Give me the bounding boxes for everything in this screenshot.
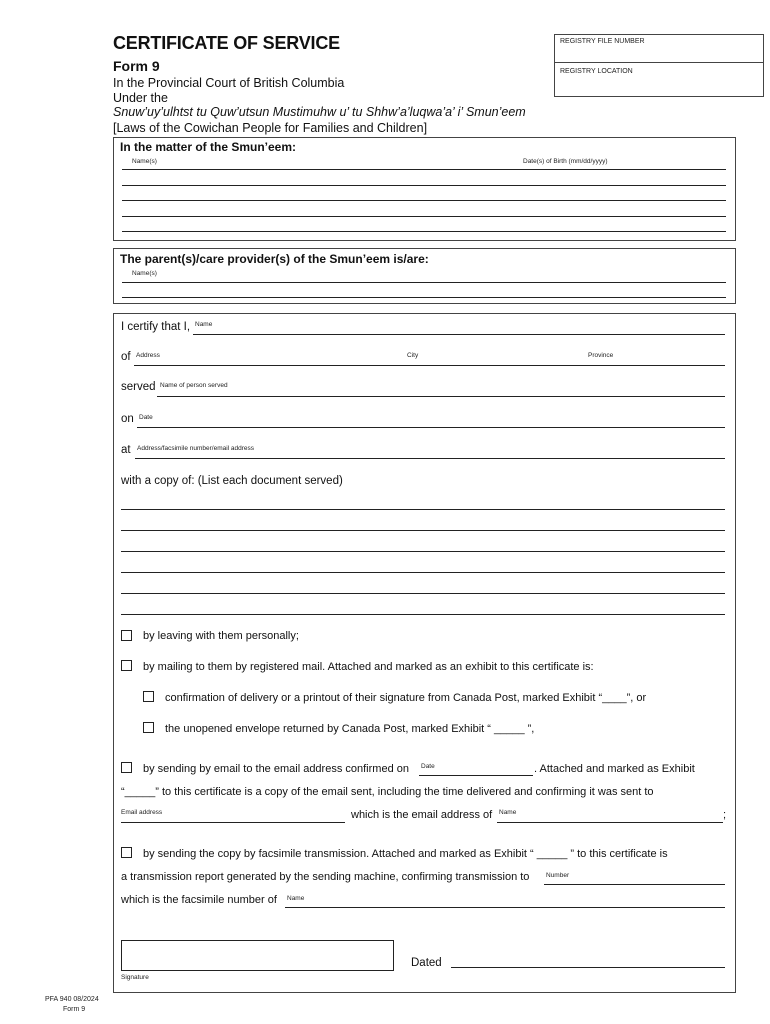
email-checkbox[interactable]: [121, 762, 132, 773]
certificate-section: [113, 313, 736, 993]
smuneem-line-3[interactable]: [122, 200, 726, 201]
act-translation: [Laws of the Cowichan People for Families and Children]: [113, 121, 428, 135]
of-label: of: [121, 351, 131, 363]
email-option-continued: “_____” to this certificate is a copy of the email sent, including the time delivered and confirming it was sent to: [121, 786, 654, 798]
fax-checkbox[interactable]: [121, 847, 132, 858]
mail-confirmation-checkbox[interactable]: [143, 691, 154, 702]
fax-name-field[interactable]: [285, 907, 725, 908]
parents-line-1[interactable]: [122, 282, 726, 283]
act-name: Snuw’uy’ulhtst tu Quw’utsun Mustimuhw u’ tu Shhw’a’luqwa’a’ i’ Smun’eem: [113, 105, 526, 119]
city-hint: City: [407, 352, 419, 359]
mail-envelope-checkbox[interactable]: [143, 722, 154, 733]
form-title: CERTIFICATE OF SERVICE: [113, 33, 340, 53]
certify-name-field[interactable]: [193, 334, 725, 335]
at-field[interactable]: [135, 458, 725, 459]
copy-of-label: with a copy of: (List each document served): [121, 475, 343, 487]
signature-label: Signature: [121, 974, 149, 981]
served-label: served: [121, 381, 156, 393]
smuneem-dob-label: Date(s) of Birth (mm/dd/yyyy): [523, 158, 608, 165]
document-line-2[interactable]: [121, 530, 725, 531]
email-address-field[interactable]: [121, 822, 345, 823]
address-hint: Address: [136, 352, 160, 359]
email-address-hint: Email address: [121, 809, 163, 816]
email-name-field[interactable]: [497, 822, 723, 823]
province-hint: Province: [588, 352, 614, 359]
smuneem-heading: In the matter of the Smun’eem:: [120, 140, 297, 154]
dated-field[interactable]: [451, 967, 725, 968]
parents-section: [113, 248, 736, 304]
parents-names-label: Name(s): [132, 270, 157, 277]
smuneem-line-2[interactable]: [122, 185, 726, 186]
on-date-field[interactable]: [137, 427, 725, 428]
email-name-hint: Name: [499, 809, 517, 816]
footer-form-number: Form 9: [63, 1006, 86, 1013]
smuneem-line-5[interactable]: [122, 231, 726, 232]
fax-which-label: which is the facsimile number of: [121, 894, 277, 906]
email-date-field[interactable]: [419, 775, 533, 776]
registry-divider: [555, 62, 763, 63]
personal-option-label: by leaving with them personally;: [143, 630, 299, 642]
mail-envelope-label: the unopened envelope returned by Canada Post, marked Exhibit “ _____ ”,: [165, 723, 535, 735]
footer-form-code: PFA 940 08/2024: [45, 996, 99, 1003]
fax-name-hint: Name: [287, 895, 305, 902]
registry-file-number-label: REGISTRY FILE NUMBER: [560, 38, 645, 45]
email-which-label: which is the email address of: [351, 809, 493, 821]
address-field[interactable]: [134, 365, 725, 366]
fax-option-label: by sending the copy by facsimile transmission. Attached and marked as Exhibit “ _____ ” to this certificate is: [143, 848, 668, 860]
email-option-exhibit: . Attached and marked as Exhibit: [534, 763, 695, 775]
parents-line-2[interactable]: [122, 297, 726, 298]
certify-name-hint: Name: [195, 321, 213, 328]
smuneem-names-label: Name(s): [132, 158, 157, 165]
email-date-hint: Date: [421, 763, 435, 770]
on-label: on: [121, 413, 134, 425]
served-field[interactable]: [157, 396, 725, 397]
mail-option-label: by mailing to them by registered mail. Attached and marked as an exhibit to this certificate is:: [143, 661, 594, 673]
parents-heading: The parent(s)/care provider(s) of the Smun’eem is/are:: [120, 252, 429, 266]
court-name: In the Provincial Court of British Columbia: [113, 76, 345, 90]
form-number: Form 9: [113, 58, 160, 74]
email-semicolon: ;: [723, 809, 727, 821]
mail-confirmation-label: confirmation of delivery or a printout of their signature from Canada Post, marked Exhibit “____”, or: [165, 692, 647, 704]
smuneem-line-1[interactable]: [122, 169, 726, 170]
at-hint: Address/facsimile number/email address: [137, 445, 255, 452]
document-line-4[interactable]: [121, 572, 725, 573]
certify-label: I certify that I,: [121, 321, 191, 333]
mail-checkbox[interactable]: [121, 660, 132, 671]
smuneem-section: [113, 137, 736, 241]
fax-report-label: a transmission report generated by the sending machine, confirming transmission to: [121, 871, 530, 883]
on-date-hint: Date: [139, 414, 153, 421]
served-hint: Name of person served: [160, 382, 228, 389]
registry-location-label: REGISTRY LOCATION: [560, 68, 633, 75]
at-label: at: [121, 444, 131, 456]
document-line-1[interactable]: [121, 509, 725, 510]
dated-label: Dated: [411, 957, 442, 969]
smuneem-line-4[interactable]: [122, 216, 726, 217]
fax-number-hint: Number: [546, 872, 570, 879]
under-the-label: Under the: [113, 91, 168, 105]
document-line-5[interactable]: [121, 593, 725, 594]
personal-checkbox[interactable]: [121, 630, 132, 641]
email-option-label: by sending by email to the email address confirmed on: [143, 763, 409, 775]
registry-box: [554, 34, 764, 97]
fax-number-field[interactable]: [544, 884, 725, 885]
document-line-6[interactable]: [121, 614, 725, 615]
document-line-3[interactable]: [121, 551, 725, 552]
signature-box[interactable]: [121, 940, 394, 971]
